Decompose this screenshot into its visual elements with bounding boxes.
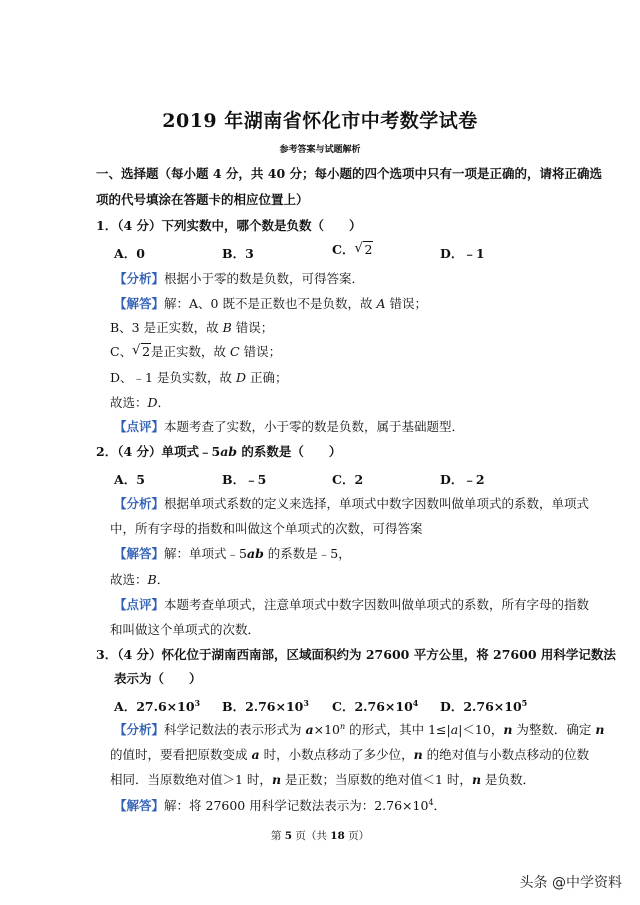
analysis-text: 相同．当原数绝对值＞1 时， [110, 772, 272, 787]
q1-stem: 1．（4 分）下列实数中，哪个数是负数（ ） [96, 218, 362, 233]
q3-analysis-line1 [114, 722, 604, 738]
page-total: 18 [330, 830, 345, 842]
footer-text: 页（共 [292, 830, 331, 842]
footer-text: 页） [344, 830, 370, 842]
answer-tag: 【解答】 [114, 798, 165, 813]
q1-choice [110, 395, 170, 411]
answer-letter: B [222, 320, 232, 335]
choice-text: 故选： [110, 572, 148, 587]
stem-text: 2．（4 分）单项式﹣5 [96, 444, 221, 459]
answer-text: 正确； [245, 370, 288, 385]
analysis-text: 的绝对值与小数点移动的位数 [422, 747, 590, 762]
q1-analysis [114, 271, 364, 287]
answer-letter: A [376, 296, 386, 311]
option-exponent: 4 [412, 698, 419, 708]
watermark: 头条 @中学资料 [519, 875, 622, 891]
analysis-text: 为整数．确定 [512, 722, 596, 737]
q1-answer-a [114, 296, 427, 312]
q2-option-d: D．﹣2 [440, 472, 485, 487]
answer-letter: D [235, 370, 246, 385]
q3-option-b [222, 697, 309, 715]
analysis-text: 是正数；当原数的绝对值＜1 时， [281, 772, 472, 787]
answer-text: 解：将 27600 用科学记数法表示为：2.76×10 [164, 798, 429, 813]
q3-option-c [332, 697, 418, 715]
sqrt-symbol: √ 2 [132, 343, 151, 359]
section-heading-line1: 一、选择题（每小题 4 分，共 40 分；每小题的四个选项中只有一项是正确的，请将正确选 [96, 166, 603, 181]
page-title: 2019 年湖南省怀化市中考数学试卷 [162, 110, 478, 132]
analysis-variable: a [305, 722, 314, 737]
option-exponent: 3 [303, 698, 309, 708]
choice-letter: B [147, 572, 157, 587]
q2-option-c: C．2 [332, 472, 364, 487]
page-footer [0, 828, 640, 843]
answer-tag: 【解答】 [114, 546, 165, 561]
answer-text: 错误； [231, 320, 274, 335]
analysis-variable: n [471, 772, 482, 787]
analysis-variable: a [450, 722, 459, 737]
analysis-variable: n [503, 722, 513, 737]
analysis-text: 时，小数点移动了多少位， [259, 747, 414, 762]
q2-answer [114, 546, 351, 562]
q2-choice [110, 572, 169, 588]
choice-letter: D [147, 395, 158, 410]
comment-text: 本题考查单项式，注意单项式中数字因数叫做单项式的系数，所有字母的指数 [164, 597, 590, 612]
sqrt-radicand: 2 [142, 344, 151, 359]
analysis-text: |＜10， [458, 722, 504, 737]
analysis-text: 科学记数法的表示形式为 [164, 722, 306, 737]
q2-comment-line2: 和叫做这个单项式的次数． [110, 622, 261, 637]
q1-option-d: D．﹣1 [440, 246, 485, 261]
q3-answer [114, 798, 446, 814]
sqrt-radicand: 2 [364, 242, 373, 257]
answer-text: ． [433, 798, 447, 813]
q2-analysis-line1 [114, 496, 589, 512]
option-exponent: 3 [194, 698, 201, 708]
answer-text: 错误； [385, 296, 427, 311]
analysis-text: 根据小于零的数是负数，可得答案． [164, 271, 365, 286]
option-text: B．2.76×10 [222, 699, 304, 714]
analysis-text: 的形式，其中 1≤| [345, 722, 451, 737]
analysis-text: ×10 [313, 722, 340, 737]
answer-variable: ab [246, 546, 264, 561]
q3-analysis-line3 [110, 772, 535, 788]
q1-option-c [332, 240, 373, 258]
footer-text: 第 [270, 830, 285, 842]
q1-option-a: A．0 [114, 246, 145, 261]
answer-text: 解：单项式﹣5 [164, 546, 247, 561]
analysis-text: 根据单项式系数的定义来选择，单项式中数字因数叫做单项式的系数，单项式 [164, 496, 590, 511]
q2-stem [96, 444, 341, 460]
answer-text: B、3 是正实数，故 [110, 320, 223, 335]
section-heading-line2: 项的代号填涂在答题卡的相应位置上） [96, 192, 309, 207]
q2-option-b: B．﹣5 [222, 472, 267, 487]
choice-text: ． [157, 395, 171, 410]
q1-option-c-label: C． [332, 242, 355, 257]
answer-text: 的系数是﹣5， [263, 546, 351, 561]
answer-text: 解：A、0 既不是正数也不是负数，故 [164, 296, 377, 311]
analysis-variable: n [595, 722, 605, 737]
option-text: D．2.76×10 [440, 699, 522, 714]
q1-option-b: B．3 [222, 246, 254, 261]
analysis-variable: a [251, 747, 260, 762]
option-exponent: 5 [521, 698, 528, 708]
answer-text: C、 [110, 344, 133, 359]
answer-text: D、﹣1 是负实数，故 [110, 370, 236, 385]
choice-text: 故选： [110, 395, 148, 410]
comment-tag: 【点评】 [114, 419, 165, 434]
analysis-tag: 【分析】 [114, 722, 165, 737]
sqrt-symbol: √ 2 [354, 241, 373, 257]
answer-exponent: 4 [428, 798, 434, 807]
q3-stem-line2: 表示为（ ） [114, 671, 202, 686]
stem-variable: ab [220, 444, 238, 459]
choice-text: ． [156, 572, 170, 587]
q2-comment-line1 [114, 597, 589, 613]
comment-text: 本题考查了实数，小于零的数是负数，属于基础题型． [164, 419, 465, 434]
option-text: A．27.6×10 [114, 699, 195, 714]
analysis-text: 的值时，要看把原数变成 [110, 747, 252, 762]
q3-option-a [114, 697, 200, 715]
answer-text: 是正实数，故 [151, 344, 231, 359]
option-text: C．2.76×10 [332, 699, 413, 714]
q1-comment [114, 419, 464, 435]
analysis-text: 是负数． [481, 772, 536, 787]
analysis-exponent: n [340, 722, 346, 731]
q1-answer-b [110, 320, 273, 336]
answer-letter: C [230, 344, 240, 359]
analysis-tag: 【分析】 [114, 496, 165, 511]
answer-tag: 【解答】 [114, 296, 165, 311]
page-subtitle: 参考答案与试题解析 [279, 145, 361, 155]
q3-stem-line1: 3．（4 分）怀化位于湖南西南部，区域面积约为 27600 平方公里，将 27600 用科学记数法 [96, 647, 616, 662]
q1-answer-d [110, 370, 287, 386]
q2-analysis-line2: 中，所有字母的指数和叫做这个单项式的次数，可得答案 [110, 521, 423, 536]
comment-tag: 【点评】 [114, 597, 165, 612]
q3-analysis-line2 [110, 747, 589, 763]
q1-answer-c [110, 344, 281, 360]
stem-text: 的系数是（ ） [237, 444, 342, 459]
q2-option-a: A．5 [114, 472, 145, 487]
page-number: 5 [284, 830, 292, 842]
analysis-tag: 【分析】 [114, 271, 165, 286]
answer-text: 错误； [239, 344, 282, 359]
analysis-variable: n [413, 747, 423, 762]
q3-option-d [440, 697, 527, 715]
analysis-variable: n [271, 772, 282, 787]
